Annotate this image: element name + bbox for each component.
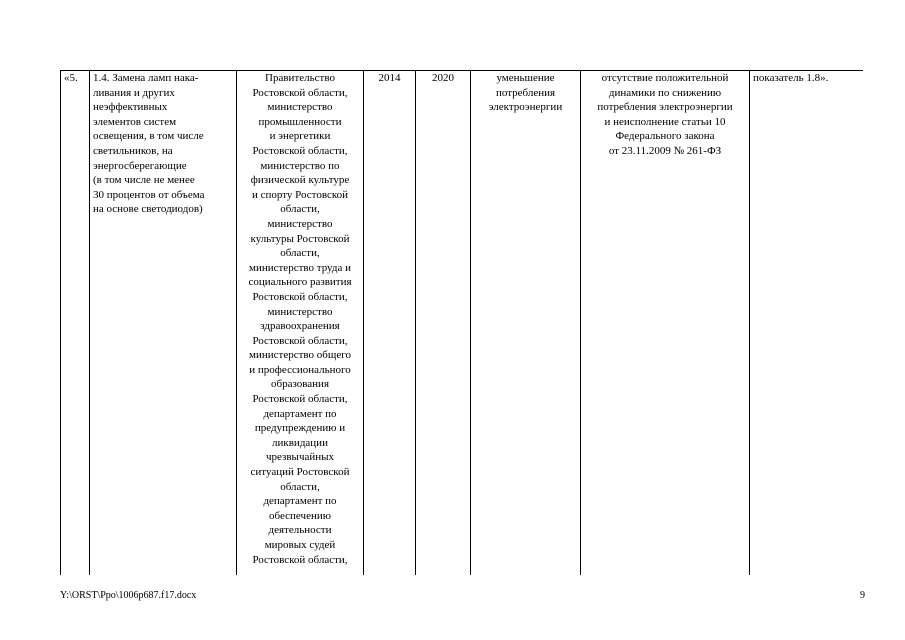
executor-line: мировых судей: [264, 539, 336, 551]
measure-name-line: 1.4. Замена ламп нака-: [93, 72, 199, 84]
measure-name-line: энергосберегающие: [93, 159, 187, 172]
executor-line: министерство: [267, 305, 333, 318]
executor-line: министерство: [267, 101, 333, 114]
executor-line: Ростовской области,: [252, 86, 348, 99]
start-year: 2014: [378, 72, 401, 84]
indicator-link: показатель 1.8».: [753, 72, 829, 84]
executor-line: Ростовской области,: [252, 334, 348, 347]
executor-line: области,: [280, 203, 320, 216]
executor-line: и энергетики: [269, 130, 331, 143]
executor-line: департамент по: [263, 495, 337, 508]
executor-line: департамент по: [263, 407, 337, 420]
executor-line: социального развития: [248, 276, 352, 289]
executor-line: Ростовской области,: [252, 290, 348, 303]
start-year-cell: [364, 71, 416, 576]
executor-line: министерство общего: [249, 349, 351, 362]
executor-line: культуры Ростовской: [250, 232, 350, 245]
executor-line: области,: [280, 480, 320, 493]
executor-line: ситуаций Ростовской: [250, 466, 350, 479]
measure-name-line: освещения, в том числе: [93, 130, 204, 143]
consequences-line: динамики по снижению: [608, 86, 722, 99]
expected-result-line: уменьшение: [496, 72, 555, 84]
executor-line: и спорту Ростовской: [251, 188, 349, 201]
executor-line: Ростовской области,: [252, 553, 348, 566]
row-number-cell: [61, 71, 90, 576]
executor-line: Ростовской области,: [252, 393, 348, 406]
consequences-line: отсутствие положительной: [601, 72, 729, 84]
expected-result-line: потребления: [495, 86, 556, 99]
executor-line: деятельности: [268, 524, 332, 537]
executor-line: и профессионального: [249, 363, 351, 376]
executor-line: промышленности: [258, 115, 342, 128]
measure-name-cell: [90, 71, 237, 576]
measure-name-line: 30 процентов от объема: [93, 188, 205, 201]
executor-line: министерство: [267, 217, 333, 230]
consequences-line: Федерального закона: [615, 130, 715, 143]
executor-line: физической культуре: [250, 174, 350, 187]
expected-result-cell: [471, 71, 581, 576]
table-row: [61, 71, 864, 576]
executor-line: министерство труда и: [249, 261, 351, 274]
document-table-wrapper: [60, 70, 863, 575]
executor-line: ликвидации: [272, 436, 328, 449]
end-year-cell: [416, 71, 471, 576]
program-measures-table: [60, 70, 863, 575]
indicator-link-cell: [750, 71, 864, 576]
consequences-cell: [581, 71, 750, 576]
executor-line: Правительство: [265, 72, 335, 84]
measure-name-line: неэффективных: [93, 101, 168, 114]
measure-name-line: светильников, на: [93, 144, 173, 157]
executor-line: области,: [280, 247, 320, 260]
executor-line: чрезвычайных: [265, 451, 335, 464]
consequences-line: и неисполнение статьи 10: [604, 115, 726, 128]
measure-name-line: ливания и других: [93, 86, 175, 99]
executor-line: министерство по: [260, 159, 340, 172]
end-year: 2020: [432, 72, 454, 84]
page-number: 9: [860, 590, 865, 601]
executor-cell: [237, 71, 364, 576]
consequences-line: от 23.11.2009 № 261-ФЗ: [608, 144, 722, 157]
consequences-line: потребления электроэнергии: [597, 101, 733, 114]
executor-line: обеспечению: [269, 509, 331, 522]
measure-name-line: элементов систем: [93, 115, 177, 128]
measure-name-line: (в том числе не менее: [93, 174, 195, 187]
measure-name-line: на основе светодиодов): [93, 203, 203, 216]
row-number: «5.: [64, 72, 78, 84]
expected-result-line: электроэнергии: [488, 101, 563, 114]
executor-line: здравоохранения: [260, 320, 340, 333]
executor-line: предупреждению и: [254, 422, 346, 435]
executor-line: образования: [270, 378, 330, 391]
executor-line: Ростовской области,: [252, 144, 348, 157]
footer-file-path: Y:\ORST\Ppo\1006p687.f17.docx: [60, 590, 197, 601]
